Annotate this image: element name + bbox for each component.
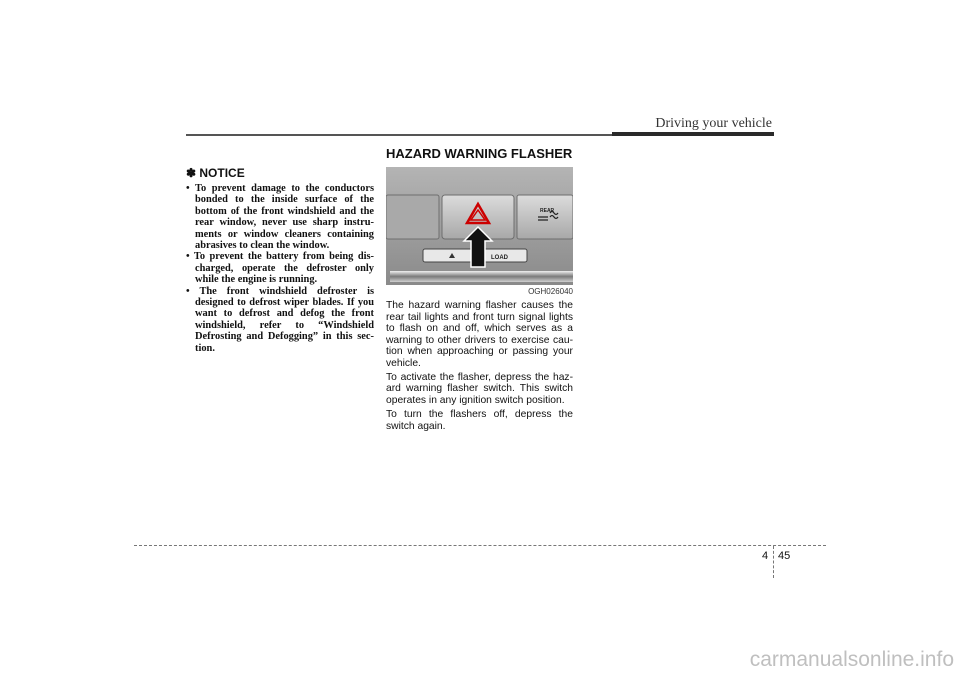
chapter-number: 4 bbox=[762, 550, 769, 562]
notice-item: • To prevent damage to the conductors bonded to the inside surface of the bottom of the front windshield and the rear window, never use sharp instru-ments or window cleaners containing abrasives to clean the window. bbox=[186, 183, 374, 252]
hazard-switch-illustration bbox=[386, 167, 573, 285]
page-number: 45 bbox=[778, 550, 791, 562]
body-paragraph: The hazard warning flasher causes the rear tail lights and front turn signal lights to flash on and off, which serves as a warning to other drivers to exercise cau-tion when approaching or passing your vehicle. bbox=[386, 300, 573, 369]
notice-item: • The front windshield defroster is designed to defrost wiper blades. If you want to defrost and defog the front windshield, refer to “Windshield Defrosting and Defogging” in this sec-tion. bbox=[186, 285, 374, 354]
notice-box bbox=[186, 166, 374, 354]
svg-text:LOAD: LOAD bbox=[491, 255, 508, 261]
notice-item: • To prevent the battery from being dis-charged, operate the defroster only while the engine is running. bbox=[186, 251, 374, 286]
section-body bbox=[386, 300, 573, 433]
notice-list bbox=[186, 183, 374, 354]
watermark: carmanualsonline.info bbox=[749, 648, 954, 671]
body-paragraph: To turn the flashers off, depress the switch again. bbox=[386, 409, 573, 432]
section-title: HAZARD WARNING FLASHER bbox=[386, 146, 573, 161]
footer-rule bbox=[134, 545, 826, 546]
notice-title: ✽ NOTICE bbox=[186, 166, 245, 180]
hazard-switch-figure bbox=[386, 167, 573, 285]
body-paragraph: To activate the flasher, depress the haz-ard warning flasher switch. This switch operates in any ignition switch position. bbox=[386, 371, 573, 406]
footer-divider bbox=[773, 546, 774, 578]
header-rule-accent bbox=[612, 132, 774, 136]
header-title: Driving your vehicle bbox=[655, 116, 772, 131]
svg-text:REAR: REAR bbox=[540, 208, 555, 214]
figure-code: OGH026040 bbox=[528, 287, 573, 296]
